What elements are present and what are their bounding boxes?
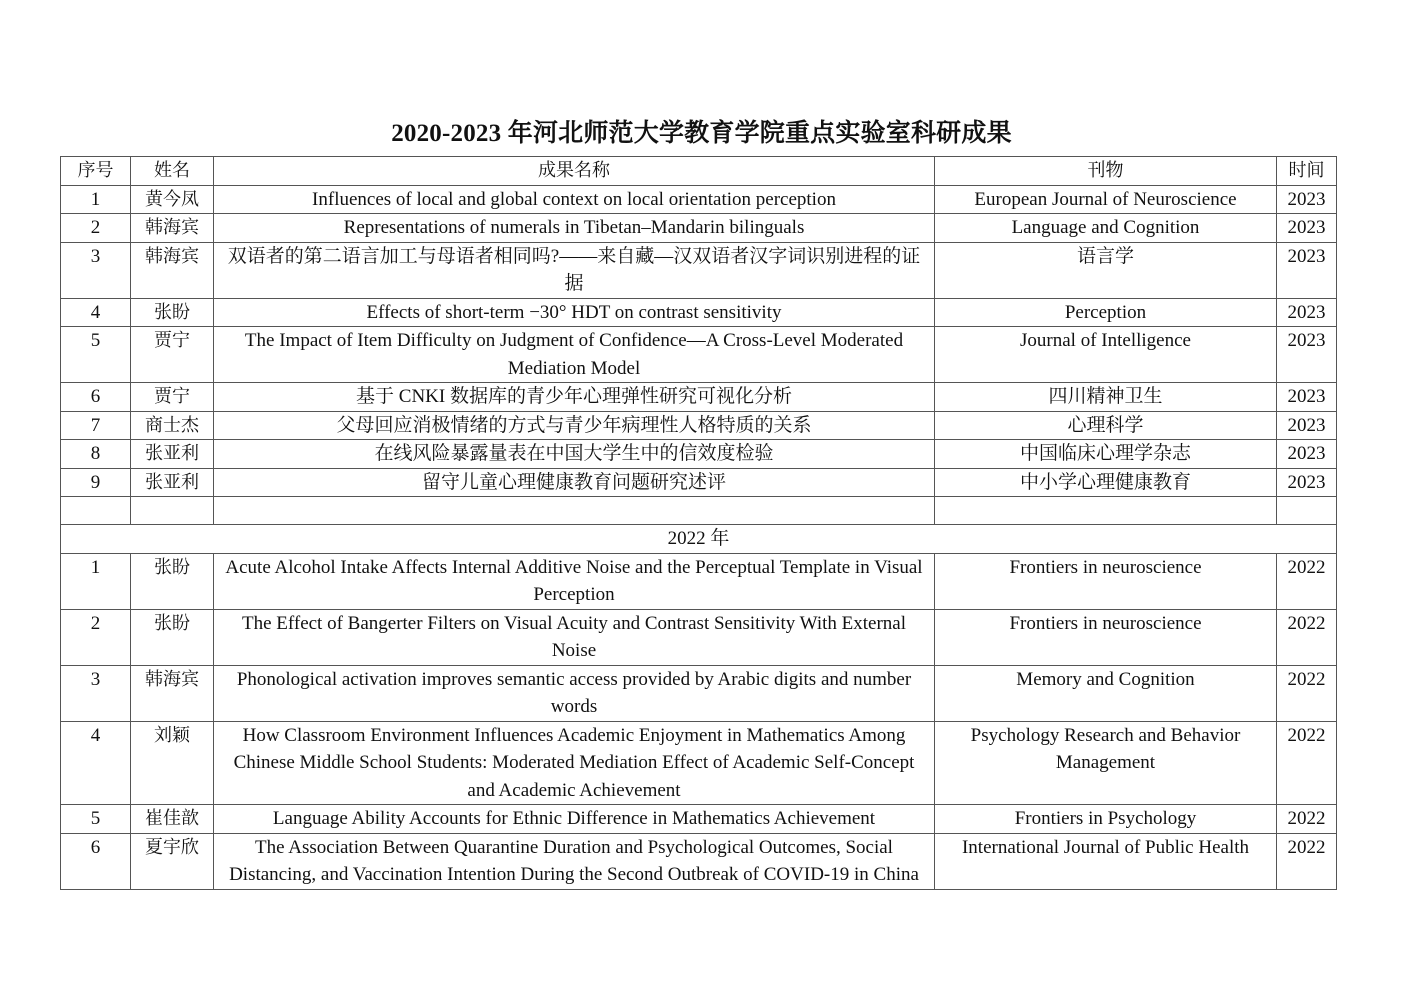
cell-journal: Frontiers in neuroscience [935,553,1277,609]
table-row [61,185,1337,214]
cell-year: 2022 [1277,805,1337,834]
cell-year: 2023 [1277,242,1337,298]
cell-name: 黄今凤 [131,185,214,214]
cell-year: 2023 [1277,383,1337,412]
table-row [61,609,1337,665]
cell-name: 夏宇欣 [131,833,214,889]
cell-index: 3 [61,665,131,721]
header-journal: 刊物 [935,157,1277,186]
cell-title: Influences of local and global context on local orientation perception [214,185,935,214]
cell-title: Phonological activation improves semantic access provided by Arabic digits and number words [214,665,935,721]
cell-journal: Frontiers in Psychology [935,805,1277,834]
cell-journal: Language and Cognition [935,214,1277,243]
section-label-2022: 2022 年 [61,525,1337,554]
table-row [61,805,1337,834]
spacer-group [61,497,1337,554]
cell-index: 2 [61,214,131,243]
cell-year: 2023 [1277,214,1337,243]
cell-name: 张盼 [131,298,214,327]
cell-name: 韩海宾 [131,214,214,243]
cell-index: 8 [61,440,131,469]
cell-name: 崔佳歆 [131,805,214,834]
results-table [60,156,1337,890]
cell-index: 5 [61,805,131,834]
cell-year: 2022 [1277,553,1337,609]
cell-title: 父母回应消极情绪的方式与青少年病理性人格特质的关系 [214,411,935,440]
cell-index: 1 [61,185,131,214]
cell-index: 9 [61,468,131,497]
table-row [61,721,1337,805]
cell-title: 双语者的第二语言加工与母语者相同吗?——来自藏—汉双语者汉字词识别进程的证据 [214,242,935,298]
table-row [61,298,1337,327]
table-row [61,833,1337,889]
cell-journal: Frontiers in neuroscience [935,609,1277,665]
cell-year: 2022 [1277,833,1337,889]
cell-year: 2022 [1277,609,1337,665]
cell-index: 7 [61,411,131,440]
header-row [61,157,1337,186]
header-year: 时间 [1277,157,1337,186]
section-row-2022 [61,525,1337,554]
table-row [61,553,1337,609]
cell-journal: 中小学心理健康教育 [935,468,1277,497]
table-row [61,214,1337,243]
spacer-cell [61,497,131,525]
cell-name: 韩海宾 [131,242,214,298]
cell-title: 留守儿童心理健康教育问题研究述评 [214,468,935,497]
spacer-row [61,497,1337,525]
table-row [61,383,1337,412]
header-name: 姓名 [131,157,214,186]
table-row [61,242,1337,298]
cell-index: 1 [61,553,131,609]
table-row [61,411,1337,440]
cell-year: 2023 [1277,327,1337,383]
spacer-cell [131,497,214,525]
cell-index: 6 [61,383,131,412]
cell-name: 张盼 [131,609,214,665]
cell-journal: 中国临床心理学杂志 [935,440,1277,469]
rows-2022 [61,553,1337,889]
cell-year: 2023 [1277,298,1337,327]
cell-journal: Psychology Research and Behavior Management [935,721,1277,805]
table-row [61,327,1337,383]
table-row [61,665,1337,721]
cell-journal: 四川精神卫生 [935,383,1277,412]
spacer-cell [935,497,1277,525]
cell-name: 张亚利 [131,468,214,497]
cell-journal: European Journal of Neuroscience [935,185,1277,214]
cell-index: 4 [61,721,131,805]
cell-name: 刘颖 [131,721,214,805]
header-title: 成果名称 [214,157,935,186]
spacer-cell [1277,497,1337,525]
table-row [61,468,1337,497]
cell-year: 2022 [1277,721,1337,805]
cell-journal: 心理科学 [935,411,1277,440]
cell-name: 韩海宾 [131,665,214,721]
table-row [61,440,1337,469]
cell-name: 贾宁 [131,327,214,383]
cell-title: The Impact of Item Difficulty on Judgment of Confidence—A Cross-Level Moderated Mediation Model [214,327,935,383]
cell-journal: Perception [935,298,1277,327]
cell-year: 2023 [1277,468,1337,497]
cell-title: 基于 CNKI 数据库的青少年心理弹性研究可视化分析 [214,383,935,412]
cell-journal: 语言学 [935,242,1277,298]
header-index: 序号 [61,157,131,186]
cell-journal: International Journal of Public Health [935,833,1277,889]
cell-year: 2023 [1277,411,1337,440]
cell-title: Representations of numerals in Tibetan–Mandarin bilinguals [214,214,935,243]
page-title: 2020-2023 年河北师范大学教育学院重点实验室科研成果 [391,120,1012,147]
cell-name: 贾宁 [131,383,214,412]
cell-index: 3 [61,242,131,298]
cell-title: Acute Alcohol Intake Affects Internal Additive Noise and the Perceptual Template in Visual Perception [214,553,935,609]
cell-title: The Association Between Quarantine Duration and Psychological Outcomes, Social Distancing, and Vaccination Intention During the Second Outbreak of COVID-19 in China [214,833,935,889]
spacer-cell [214,497,935,525]
cell-title: The Effect of Bangerter Filters on Visual Acuity and Contrast Sensitivity With External Noise [214,609,935,665]
cell-title: Effects of short-term −30° HDT on contrast sensitivity [214,298,935,327]
cell-year: 2022 [1277,665,1337,721]
cell-journal: Memory and Cognition [935,665,1277,721]
cell-year: 2023 [1277,440,1337,469]
cell-name: 张盼 [131,553,214,609]
cell-title: How Classroom Environment Influences Academic Enjoyment in Mathematics Among Chinese Middle School Students: Moderated Mediation Effect of Academic Self-Concept and Academic Achievement [214,721,935,805]
cell-title: Language Ability Accounts for Ethnic Difference in Mathematics Achievement [214,805,935,834]
cell-index: 4 [61,298,131,327]
cell-index: 2 [61,609,131,665]
rows-2023 [61,185,1337,497]
cell-year: 2023 [1277,185,1337,214]
cell-index: 5 [61,327,131,383]
cell-name: 张亚利 [131,440,214,469]
cell-index: 6 [61,833,131,889]
cell-name: 商士杰 [131,411,214,440]
cell-journal: Journal of Intelligence [935,327,1277,383]
cell-title: 在线风险暴露量表在中国大学生中的信效度检验 [214,440,935,469]
